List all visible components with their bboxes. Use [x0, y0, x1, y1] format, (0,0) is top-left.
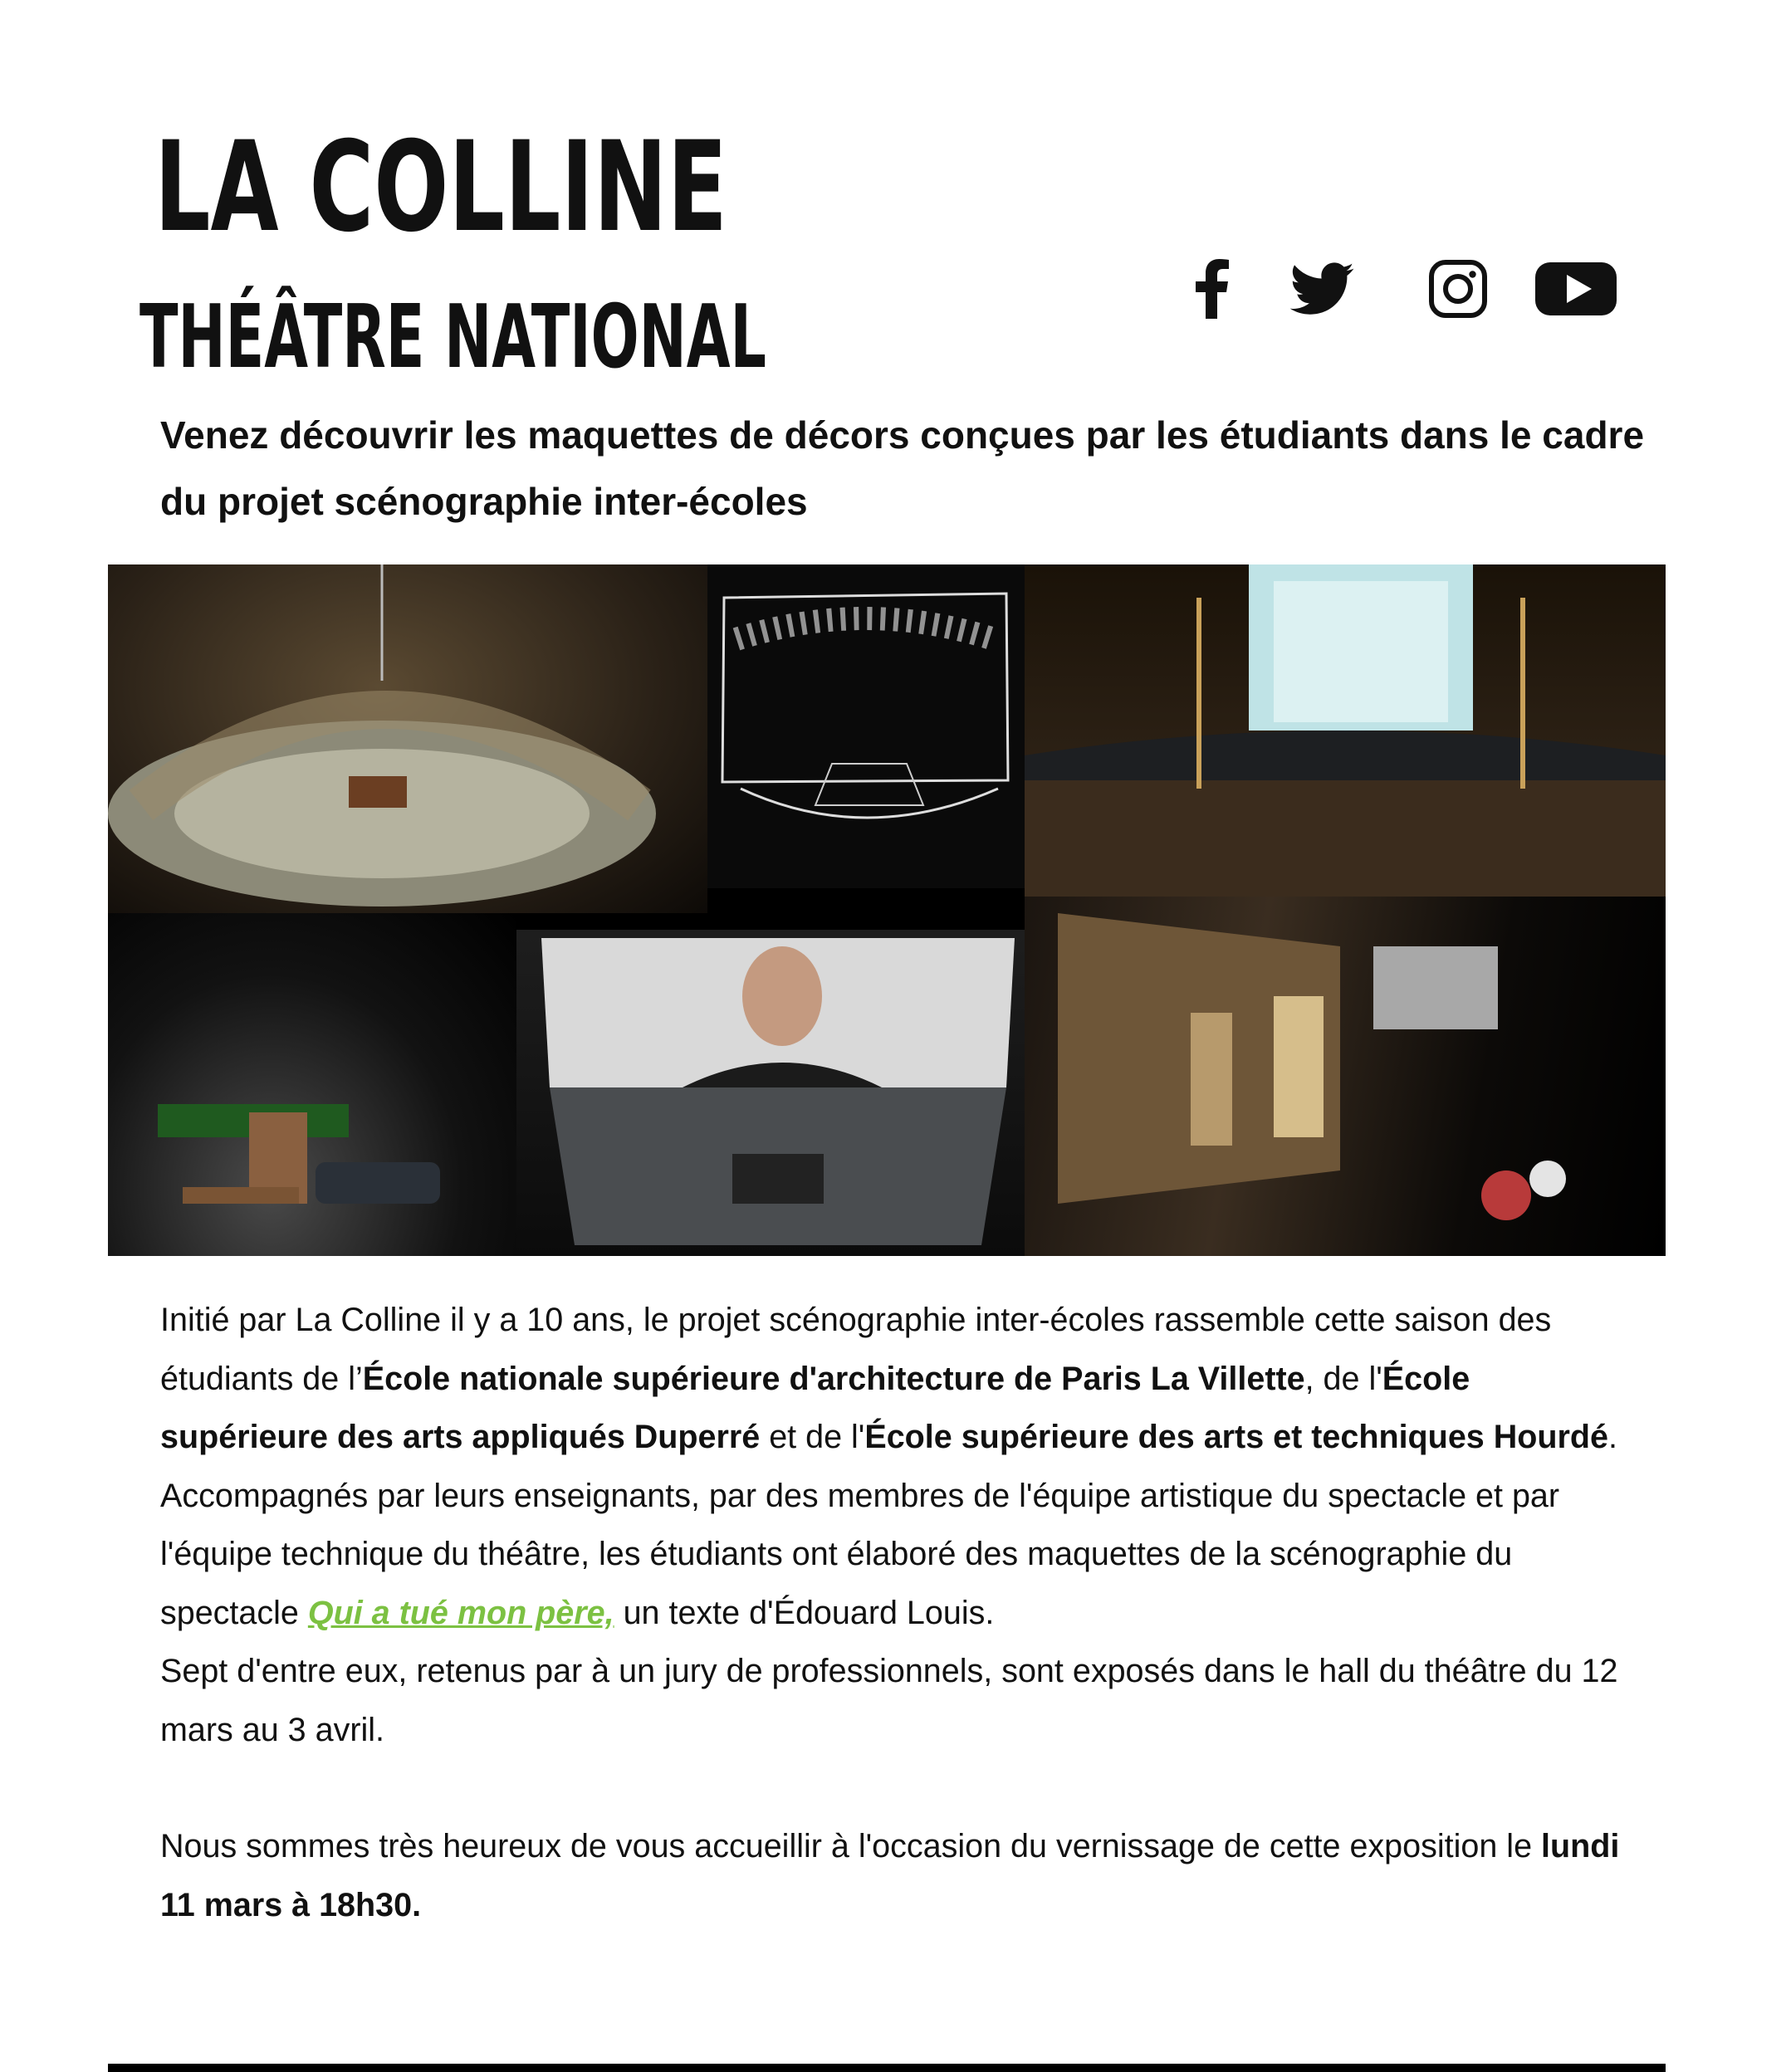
curtain-stage-model-photo [1025, 564, 1666, 897]
arena-model-photo [108, 564, 707, 913]
intro-text-4: . [1607, 1419, 1617, 1455]
project-text-2: un texte d'Édouard Louis. [614, 1594, 995, 1631]
scenography-models-collage [108, 564, 1666, 1256]
intro-text-1: Initié par La Colline il y a 10 ans, le projet scénographie inter-écoles rassemble cette saison des étudiants de l’ [160, 1302, 1552, 1397]
facebook-link[interactable] [1187, 249, 1237, 328]
project-text-1: Accompagnés par leurs enseignants, par des membres de l'équipe artistique du spectacle et par l'équipe technique du théâtre, les étudiants ont élaboré des maquettes de la scénographie du spectacle [160, 1477, 1560, 1631]
portrait-screen-model-photo [516, 930, 1025, 1256]
project-paragraph [160, 1467, 1647, 1643]
opening-paragraph [160, 1817, 1647, 1934]
instagram-link[interactable] [1423, 249, 1493, 328]
facebook-icon [1196, 259, 1229, 319]
logo-line2: THÉÂTRE NATIONAL [139, 286, 1105, 388]
night-scene-model-photo [108, 913, 516, 1256]
youtube-link[interactable] [1533, 249, 1619, 328]
school-hourde: École supérieure des arts et techniques Hourdé [864, 1419, 1608, 1455]
intro-text-3: et de l' [760, 1419, 865, 1455]
headline: Venez découvrir les maquettes de décors conçues par les étudiants dans le cadre du projet scénographie inter-écoles [160, 413, 1645, 523]
school-duperre: École supérieure des arts appliqués Duperré [160, 1360, 1470, 1455]
opening-date: lundi 11 mars à 18h30. [160, 1828, 1620, 1923]
logo-line1: LA COLLINE [154, 115, 727, 260]
instagram-icon [1428, 259, 1488, 319]
body-text [160, 1291, 1647, 1934]
hall-interior-model-photo [1025, 897, 1666, 1256]
la-colline-logo[interactable] [139, 51, 1105, 392]
show-link[interactable]: Qui a tué mon père, [307, 1594, 614, 1631]
opening-text: Nous sommes très heureux de vous accueillir à l'occasion du vernissage de cette exposition le [160, 1828, 1542, 1864]
intro-text-2: , de l' [1304, 1360, 1382, 1397]
exhibition-paragraph: Sept d'entre eux, retenus par à un jury de professionnels, sont exposés dans le hall du théâtre du 12 mars au 3 avril. [160, 1653, 1618, 1748]
scenography-sketch-photo [707, 564, 1025, 888]
twitter-icon [1289, 262, 1354, 315]
intro-paragraph [160, 1291, 1647, 1467]
youtube-icon [1535, 262, 1617, 315]
twitter-link[interactable] [1289, 249, 1355, 328]
school-ensapl: École nationale supérieure d'architecture de Paris La Villette [362, 1360, 1305, 1397]
footer-divider [108, 2064, 1666, 2072]
